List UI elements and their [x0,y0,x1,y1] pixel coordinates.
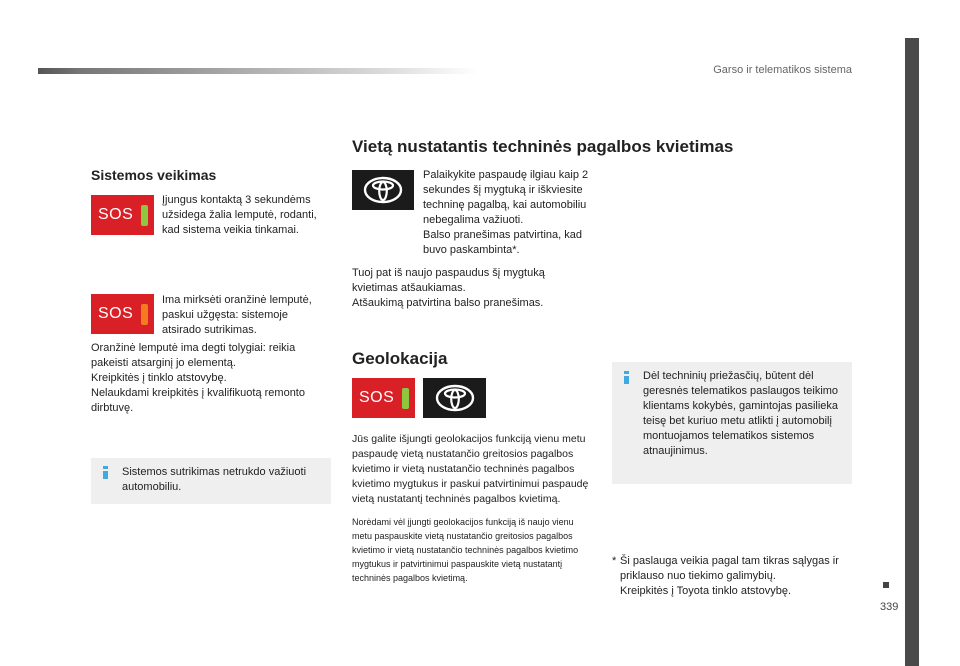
green-led-icon [141,205,148,226]
header-bar [38,68,478,74]
info-icon [103,466,108,480]
toyota-logo-icon [362,176,404,204]
orange-steady-text: Oranžinė lemputė ima degti tolygiai: reikia pakeisti atsarginį jo elementą. Kreipkitės į tinklo atstovybę. Nelaukdami kreipkitės į kvalifikuotą remonto dirbtuvę. [91,342,305,414]
toyota-logo-icon [434,384,476,412]
page-header-title: Garso ir telematikos sistema [713,64,852,76]
info-note-text: Sistemos sutrikimas netrukdo važiuoti automobiliu. [122,466,307,493]
green-led-text: Įjungus kontaktą 3 sekundėms užsidega žalia lemputė, rodanti, kad sistema veikia tinkamai. [162,194,317,236]
vieta-text-1: Palaikykite paspaudę ilgiau kaip 2 sekundes šį mygtuką ir iškviesite techninę pagalbą, kai automobiliu nebegalima važiuoti. Balso pranešimas patvirtina, kad buvo paskambinta*. [423,169,589,256]
info-note-left [91,458,331,504]
sos-label: SOS [359,389,395,406]
orange-led-text: Ima mirksėti oranžinė lemputė, paskui užgęsta: sistemoje atsirado sutrikimas. [162,294,312,336]
sos-button-orange [91,294,154,334]
geo-text-1: Jūs galite išjungti geolokacijos funkciją vienu metu paspaudę vietą nustatančio greitosios pagalbos kvietimo ir vietą nustatančio techninės pagalbos kvietimo mygtukus ir paskui patvirtinimui paspaudę vietą nustatantį techninės pagalbos kvietimą. [352,433,589,505]
page-marker [883,582,889,588]
sos-label: SOS [98,206,134,223]
toyota-button [352,170,414,210]
vieta-text-2: Tuoj pat iš naujo paspaudus šį mygtuką kvietimas atšaukiamas. Atšaukimą patvirtina balso pranešimas. [352,267,545,309]
orange-led-icon [141,304,148,325]
sos-button-green [91,195,154,235]
page-number: 339 [880,601,899,613]
geo-text-2: Norėdami vėl įjungti geolokacijos funkciją iš naujo vienu metu paspauskite vietą nustatančio greitosios pagalbos kvietimo ir vietą nustatančio techninės pagalbos kvietimo mygtukus ir patvirtinimui paspauskite vietą nustatantį techninės pagalbos kvietimą. [352,517,579,583]
info-note-right [612,362,852,484]
toyota-button-geo [423,378,486,418]
section-heading-geo: Geolokacija [352,349,448,368]
footnote-text: Ši paslauga veikia pagal tam tikras sąlygas ir priklauso nuo tiekimo galimybių. Kreipkitės į Toyota tinklo atstovybę. [620,555,839,597]
sos-label: SOS [98,305,134,322]
info-icon [624,371,629,385]
section-heading-vieta: Vietą nustatantis techninės pagalbos kvietimas [352,137,734,156]
side-tab [905,38,919,666]
section-heading-sistemos: Sistemos veikimas [91,167,217,183]
sos-button-geo [352,378,415,418]
right-note-text: Dėl techninių priežasčių, būtent dėl geresnės telematikos paslaugos teikimo klientams kokybės, gamintojas pasilieka teisę bet kuriuo metu atlikti į automobilį montuojamos telematikos sistemos atnaujinimus. [643,370,839,457]
footnote-marker: * [612,555,617,567]
green-led-icon [402,388,409,409]
